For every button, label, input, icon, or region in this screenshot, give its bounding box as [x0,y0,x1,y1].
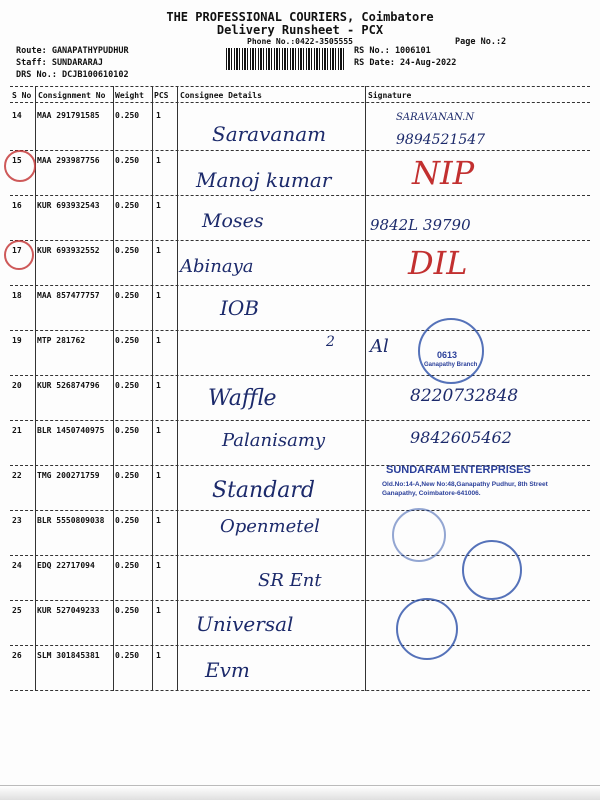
row-sno: 14 [12,111,22,120]
row-weight: 0.250 [115,606,140,615]
row-pcs: 1 [156,336,161,345]
row-weight: 0.250 [115,651,140,660]
column-header-consignee: Consignee Details [180,91,262,100]
handwritten-signature: SARAVANAN.N [396,112,475,123]
row-weight: 0.250 [115,381,140,390]
handwritten-consignee: Standard [212,478,315,503]
row-consignment: TMG 200271759 [37,471,100,480]
drs-number: DRS No.: DCJB100610102 [16,70,129,80]
column-header-weight: Weight [115,91,144,100]
row-pcs: 1 [156,561,161,570]
route: Route: GANAPATHYPUDHUR [16,46,129,56]
row-weight: 0.250 [115,111,140,120]
row-sno: 25 [12,606,22,615]
row-weight: 0.250 [115,471,140,480]
row-rule [10,240,590,241]
row-rule [10,600,590,601]
row-weight: 0.250 [115,561,140,570]
round-stamp [462,540,522,600]
row-consignment: SLM 301845381 [37,651,100,660]
row-sno: 16 [12,201,22,210]
bank-stamp-branch: Ganapathy Branch [424,362,478,368]
row-pcs: 1 [156,291,161,300]
row-pcs: 1 [156,381,161,390]
handwritten-consignee: Moses [202,210,264,232]
row-pcs: 1 [156,156,161,165]
row-rule [10,285,590,286]
rs-number: RS No.: 1006101 [354,46,431,56]
row-pcs: 1 [156,111,161,120]
handwritten-signature: Al [370,336,389,357]
handwritten-consignee: Abinaya [180,256,254,277]
row-rule [10,375,590,376]
row-sno: 17 [12,246,22,255]
handwritten-mark-red: NIP [412,154,475,192]
row-weight: 0.250 [115,336,140,345]
row-consignment: MTP 281762 [37,336,86,345]
row-pcs: 1 [156,516,161,525]
handwritten-consignee: Openmetel [220,516,320,537]
handwritten-signature: 8220732848 [410,386,519,406]
row-pcs: 1 [156,246,161,255]
row-pcs: 1 [156,201,161,210]
row-sno: 26 [12,651,22,660]
enterprise-stamp-address: Old.No:14-A,New No:48,Ganapathy Pudhur, 8th Street Ganapathy, Coimbatore-641006. [382,481,548,497]
handwritten-consignee: IOB [220,296,259,320]
row-sno: 19 [12,336,22,345]
handwritten-signature: 9842L 39790 [370,216,471,234]
phone-number: Phone No.:0422-3505555 [247,37,353,46]
row-consignment: BLR 1450740975 [37,426,105,435]
header-rule [10,102,590,103]
handwritten-consignee: Saravanam [212,122,327,146]
row-weight: 0.250 [115,156,140,165]
row-sno: 20 [12,381,22,390]
round-stamp [396,598,458,660]
row-weight: 0.250 [115,201,140,210]
row-consignment: BLR 5550809038 [37,516,105,525]
row-weight: 0.250 [115,246,140,255]
handwritten-consignee: Universal [196,612,294,636]
handwritten-signature: 9894521547 [396,132,486,148]
row-consignment: KUR 526874796 [37,381,100,390]
column-header-signature: Signature [368,91,412,100]
row-consignment: MAA 857477757 [37,291,100,300]
row-pcs: 1 [156,606,161,615]
barcode [226,48,346,70]
row-pcs: 1 [156,471,161,480]
staff: Staff: SUNDARARAJ [16,58,103,68]
row-weight: 0.250 [115,516,140,525]
bank-stamp-code: 0613 [437,350,458,360]
handwritten-consignee: SR Ent [258,570,322,591]
company-name: THE PROFESSIONAL COURIERS, Coimbatore [166,10,434,24]
row-consignment: KUR 527049233 [37,606,100,615]
row-consignment: KUR 693932543 [37,201,100,210]
row-rule [10,330,590,331]
column-header-sno: S No [12,91,32,100]
handwritten-consignee: Manoj kumar [196,168,332,192]
row-sno: 21 [12,426,22,435]
row-sno: 23 [12,516,22,525]
rs-date: RS Date: 24-Aug-2022 [354,58,457,68]
table-top-rule [10,86,590,87]
row-15-circle-mark [4,150,36,182]
row-sno: 15 [12,156,22,165]
row-consignment: EDQ 22717094 [37,561,95,570]
row-rule [10,645,590,646]
enterprise-stamp-name: SUNDARAM ENTERPRISES [386,464,531,476]
row-pcs: 1 [156,651,161,660]
row-sno: 24 [12,561,22,570]
row-17-circle-mark [4,240,34,270]
handwritten-consignee: Palanisamy [222,430,326,451]
row-weight: 0.250 [115,426,140,435]
row-rule [10,510,590,511]
handwritten-mark-red: DIL [408,244,468,282]
row-consignment: KUR 693932552 [37,246,100,255]
page-edge [0,785,600,800]
handwritten-consignee: Evm [205,658,250,682]
page-number: Page No.:2 [455,37,507,47]
handwritten-consignee: Waffle [208,386,277,411]
handwritten-bracket-note: 2 [326,334,335,350]
row-rule [10,420,590,421]
row-consignment: MAA 293987756 [37,156,100,165]
table-bottom-rule [10,690,590,691]
row-weight: 0.250 [115,291,140,300]
faded-round-stamp [392,508,446,562]
row-consignment: MAA 291791585 [37,111,100,120]
row-rule [10,195,590,196]
row-rule [10,150,590,151]
document-title: Delivery Runsheet - PCX [216,23,384,37]
row-sno: 18 [12,291,22,300]
row-pcs: 1 [156,426,161,435]
row-sno: 22 [12,471,22,480]
column-header-pcs: PCS [154,91,169,100]
handwritten-signature: 9842605462 [410,428,512,447]
column-header-consignment: Consignment No [38,91,106,100]
